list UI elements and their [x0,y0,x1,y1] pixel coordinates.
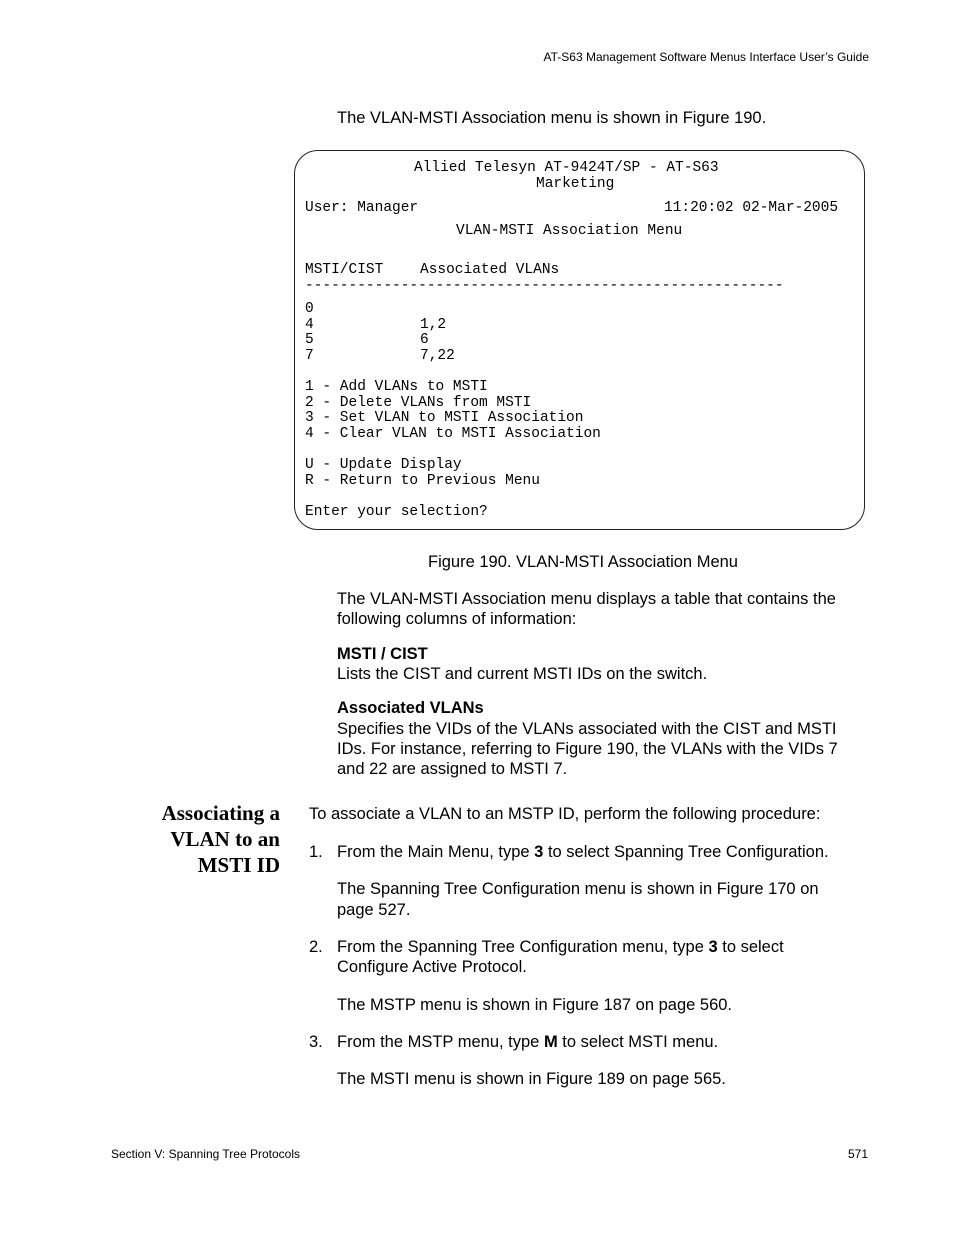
table-row-vlans: 6 [420,332,429,348]
section-heading-line-3: MSTI ID [197,853,280,877]
term-associated-vlans-title: Associated VLANs [337,699,484,717]
table-row-msti: 4 [305,317,314,333]
footer-page-number: 571 [847,1147,868,1161]
step-number: 3. [309,1033,323,1051]
screen-menu-title: VLAN-MSTI Association Menu [456,223,683,239]
menu-option-set[interactable]: 3 - Set VLAN to MSTI Association [305,410,584,426]
step-1-text: From the Main Menu, type 3 to select Spanning Tree Configuration. [337,843,829,861]
term-associated-vlans-text-2: IDs. For instance, referring to Figure 190, the VLANs with the VIDs 7 [337,740,838,758]
menu-option-clear[interactable]: 4 - Clear VLAN to MSTI Association [305,426,601,442]
step-1-note-1: The Spanning Tree Configuration menu is shown in Figure 170 on [337,880,819,898]
table-row-vlans: 7,22 [420,348,455,364]
column-header-msti: MSTI/CIST [305,262,384,278]
table-row-msti: 0 [305,301,314,317]
step-1-note-2: page 527. [337,901,411,919]
menu-option-update[interactable]: U - Update Display [305,457,462,473]
figure-caption: Figure 190. VLAN-MSTI Association Menu [428,553,738,571]
table-row-vlans: 1,2 [420,317,447,333]
step-number: 2. [309,938,323,956]
step-3-text: From the MSTP menu, type M to select MSTI menu. [337,1033,719,1051]
footer-section: Section V: Spanning Tree Protocols [111,1147,300,1161]
procedure-intro: To associate a VLAN to an MSTP ID, perform the following procedure: [309,805,821,823]
screen-subtitle-line: Marketing [536,176,615,192]
column-header-vlans: Associated VLANs [420,262,560,278]
step-key: 3 [534,843,544,861]
screen-datetime: 11:20:02 02-Mar-2005 [664,200,839,216]
menu-option-return[interactable]: R - Return to Previous Menu [305,473,540,489]
table-row-msti: 7 [305,348,314,364]
term-msti-cist-text: Lists the CIST and current MSTI IDs on the switch. [337,665,708,683]
step-3-note: The MSTI menu is shown in Figure 189 on page 565. [337,1070,726,1088]
term-msti-cist-title: MSTI / CIST [337,645,428,663]
table-row-msti: 5 [305,332,314,348]
step-2-note: The MSTP menu is shown in Figure 187 on page 560. [337,996,733,1014]
section-heading-line-2: VLAN to an [170,827,280,851]
menu-option-add[interactable]: 1 - Add VLANs to MSTI [305,379,488,395]
intro-paragraph: The VLAN-MSTI Association menu is shown in Figure 190. [337,109,767,127]
term-associated-vlans-text-1: Specifies the VIDs of the VLANs associated with the CIST and MSTI [337,720,837,738]
step-number: 1. [309,843,323,861]
menu-option-delete[interactable]: 2 - Delete VLANs from MSTI [305,395,532,411]
step-2-text: From the Spanning Tree Configuration menu, type 3 to select [337,938,784,956]
term-associated-vlans-text-3: and 22 are assigned to MSTI 7. [337,760,568,778]
description-line-1: The VLAN-MSTI Association menu displays a table that contains the [337,590,836,608]
selection-prompt[interactable]: Enter your selection? [305,504,488,520]
running-header: AT-S63 Management Software Menus Interface User’s Guide [543,50,869,64]
terminal-screen-figure [294,150,865,530]
step-key: 3 [708,938,718,956]
step-key: M [543,1033,558,1051]
screen-user: User: Manager [305,200,419,216]
step-2-text-cont: Configure Active Protocol. [337,958,527,976]
description-line-2: following columns of information: [337,610,577,628]
screen-title-line: Allied Telesyn AT-9424T/SP - AT-S63 [414,160,719,176]
table-divider: ------------------------------------------------------- [305,278,784,294]
section-heading [120,800,280,878]
section-heading-line-1: Associating a [161,801,280,825]
